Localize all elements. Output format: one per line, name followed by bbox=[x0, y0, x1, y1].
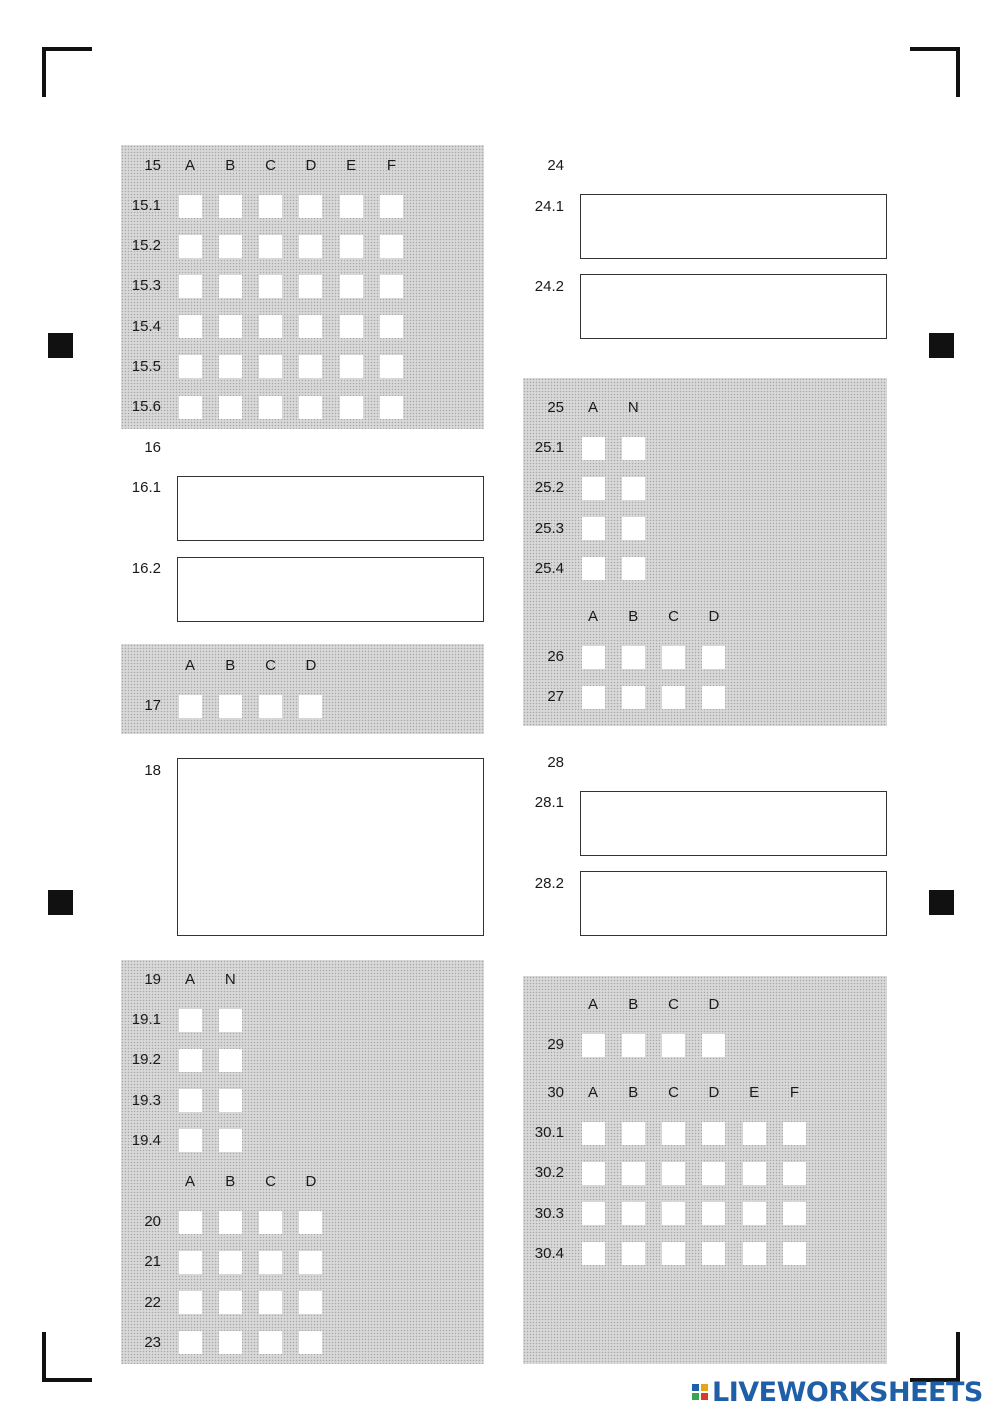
answer-cell-15-3-b[interactable] bbox=[219, 275, 242, 298]
answer-cell-25-4-n[interactable] bbox=[622, 557, 645, 580]
q15-row-label-15-3: 15.3 bbox=[131, 277, 161, 295]
answer-cell-19-4-n[interactable] bbox=[219, 1129, 242, 1152]
q30-option-c: C bbox=[668, 1084, 680, 1101]
q15-row-label-15-2: 15.2 bbox=[131, 237, 161, 255]
question-18-number: 18 bbox=[144, 762, 161, 779]
q17-option-d: D bbox=[305, 657, 317, 674]
q26-option-b: B bbox=[628, 608, 639, 625]
q17-row-label-17: 17 bbox=[144, 697, 161, 714]
q29-option-b: B bbox=[628, 996, 639, 1013]
answer-cell-22-c[interactable] bbox=[259, 1291, 282, 1314]
q25-row-label-25-2: 25.2 bbox=[534, 479, 564, 497]
answer-box-16-2[interactable] bbox=[177, 557, 484, 622]
answer-cell-30-3-e[interactable] bbox=[743, 1202, 766, 1225]
q17-option-a: A bbox=[184, 657, 195, 674]
q15-option-c: C bbox=[265, 157, 277, 174]
q19-option-n: N bbox=[224, 971, 236, 988]
q25-option-a: A bbox=[587, 399, 598, 416]
answer-cell-15-5-d[interactable] bbox=[299, 355, 322, 378]
q29-option-d: D bbox=[708, 996, 720, 1013]
answer-cell-15-1-e[interactable] bbox=[340, 195, 363, 218]
q30-option-d: D bbox=[708, 1084, 720, 1101]
answer-cell-21-b[interactable] bbox=[219, 1251, 242, 1274]
answer-cell-30-1-e[interactable] bbox=[743, 1122, 766, 1145]
q19-row-label-19-2: 19.2 bbox=[131, 1051, 161, 1069]
q30-row-label-30-4: 30.4 bbox=[534, 1244, 564, 1262]
answer-cell-26-c[interactable] bbox=[662, 646, 685, 669]
answer-cell-15-1-c[interactable] bbox=[259, 195, 282, 218]
question-19-number: 19 bbox=[144, 971, 161, 988]
answer-cell-17-a[interactable] bbox=[179, 695, 202, 718]
q15-row-label-15-1: 15.1 bbox=[131, 197, 161, 214]
answer-cell-30-2-b[interactable] bbox=[622, 1162, 645, 1185]
answer-cell-15-4-e[interactable] bbox=[340, 315, 363, 338]
answer-cell-15-1-b[interactable] bbox=[219, 195, 242, 218]
q25-row-label-25-4: 25.4 bbox=[534, 559, 564, 577]
question-24-2-label: 24.2 bbox=[534, 278, 564, 295]
brand-name: LIVEWORKSHEETS bbox=[712, 1376, 983, 1408]
answer-cell-30-3-a[interactable] bbox=[582, 1202, 605, 1225]
answer-cell-15-2-e[interactable] bbox=[340, 235, 363, 258]
answer-cell-30-1-f[interactable] bbox=[783, 1122, 806, 1145]
answer-cell-15-2-b[interactable] bbox=[219, 235, 242, 258]
answer-cell-26-b[interactable] bbox=[622, 646, 645, 669]
answer-cell-19-4-a[interactable] bbox=[179, 1129, 202, 1152]
side-marker-left-upper bbox=[48, 333, 73, 358]
question-30-number: 30 bbox=[547, 1084, 564, 1101]
answer-cell-15-5-c[interactable] bbox=[259, 355, 282, 378]
answer-cell-30-2-c[interactable] bbox=[662, 1162, 685, 1185]
q19-row-label-19-4: 19.4 bbox=[131, 1131, 161, 1149]
answer-cell-27-d[interactable] bbox=[702, 686, 725, 709]
answer-cell-29-b[interactable] bbox=[622, 1034, 645, 1057]
answer-cell-19-1-n[interactable] bbox=[219, 1009, 242, 1032]
answer-cell-15-6-f[interactable] bbox=[380, 396, 403, 419]
q30-option-f: F bbox=[789, 1084, 800, 1101]
answer-cell-30-3-d[interactable] bbox=[702, 1202, 725, 1225]
answer-cell-15-5-a[interactable] bbox=[179, 355, 202, 378]
q15-option-b: B bbox=[225, 157, 236, 174]
question-15-number: 15 bbox=[144, 157, 161, 174]
answer-cell-25-3-a[interactable] bbox=[582, 517, 605, 540]
q15-row-label-15-4: 15.4 bbox=[131, 317, 161, 335]
answer-cell-22-b[interactable] bbox=[219, 1291, 242, 1314]
answer-cell-15-5-b[interactable] bbox=[219, 355, 242, 378]
q19-row-label-19-1: 19.1 bbox=[131, 1011, 161, 1028]
answer-cell-15-4-d[interactable] bbox=[299, 315, 322, 338]
answer-cell-19-1-a[interactable] bbox=[179, 1009, 202, 1032]
answer-cell-23-b[interactable] bbox=[219, 1331, 242, 1354]
answer-cell-20-c[interactable] bbox=[259, 1211, 282, 1234]
corner-mark-bottom-left bbox=[42, 1332, 92, 1382]
answer-cell-30-2-e[interactable] bbox=[743, 1162, 766, 1185]
q25-row-label-25-3: 25.3 bbox=[534, 519, 564, 537]
q25-option-n: N bbox=[627, 399, 639, 416]
answer-cell-27-b[interactable] bbox=[622, 686, 645, 709]
answer-box-16-1[interactable] bbox=[177, 476, 484, 541]
answer-cell-23-a[interactable] bbox=[179, 1331, 202, 1354]
q26-option-a: A bbox=[587, 608, 598, 625]
answer-cell-25-2-a[interactable] bbox=[582, 477, 605, 500]
q20-row-label-23: 23 bbox=[144, 1333, 161, 1351]
answer-cell-30-4-a[interactable] bbox=[582, 1242, 605, 1265]
answer-cell-19-3-n[interactable] bbox=[219, 1089, 242, 1112]
answer-cell-30-4-f[interactable] bbox=[783, 1242, 806, 1265]
answer-cell-15-4-b[interactable] bbox=[219, 315, 242, 338]
q30-row-label-30-1: 30.1 bbox=[534, 1124, 564, 1141]
q15-option-a: A bbox=[184, 157, 195, 174]
answer-cell-15-5-f[interactable] bbox=[380, 355, 403, 378]
answer-cell-15-5-e[interactable] bbox=[340, 355, 363, 378]
question-24-1-label: 24.1 bbox=[534, 198, 564, 215]
liveworksheets-logo bbox=[692, 1376, 983, 1408]
answer-cell-15-4-f[interactable] bbox=[380, 315, 403, 338]
q17-option-b: B bbox=[225, 657, 236, 674]
answer-cell-19-3-a[interactable] bbox=[179, 1089, 202, 1112]
answer-cell-30-1-c[interactable] bbox=[662, 1122, 685, 1145]
q15-option-f: F bbox=[386, 157, 397, 174]
answer-cell-15-6-c[interactable] bbox=[259, 396, 282, 419]
answer-cell-15-3-e[interactable] bbox=[340, 275, 363, 298]
q26-option-c: C bbox=[668, 608, 680, 625]
q29-option-a: A bbox=[587, 996, 598, 1013]
question-24-number: 24 bbox=[547, 157, 564, 174]
answer-cell-30-4-c[interactable] bbox=[662, 1242, 685, 1265]
answer-cell-21-c[interactable] bbox=[259, 1251, 282, 1274]
answer-cell-30-3-c[interactable] bbox=[662, 1202, 685, 1225]
answer-cell-15-3-f[interactable] bbox=[380, 275, 403, 298]
answer-cell-15-6-a[interactable] bbox=[179, 396, 202, 419]
answer-box-28-1[interactable] bbox=[580, 791, 887, 856]
q19-row-label-19-3: 19.3 bbox=[131, 1091, 161, 1109]
answer-cell-25-3-n[interactable] bbox=[622, 517, 645, 540]
side-marker-right-upper bbox=[929, 333, 954, 358]
answer-cell-30-4-e[interactable] bbox=[743, 1242, 766, 1265]
answer-cell-30-2-a[interactable] bbox=[582, 1162, 605, 1185]
question-28-2-label: 28.2 bbox=[534, 875, 564, 892]
q15-row-label-15-6: 15.6 bbox=[131, 398, 161, 415]
answer-cell-15-1-f[interactable] bbox=[380, 195, 403, 218]
answer-cell-19-2-n[interactable] bbox=[219, 1049, 242, 1072]
answer-cell-25-1-a[interactable] bbox=[582, 437, 605, 460]
answer-cell-20-a[interactable] bbox=[179, 1211, 202, 1234]
q15-row-label-15-5: 15.5 bbox=[131, 357, 161, 375]
answer-cell-15-4-a[interactable] bbox=[179, 315, 202, 338]
answer-cell-25-2-n[interactable] bbox=[622, 477, 645, 500]
q30-option-e: E bbox=[749, 1084, 760, 1101]
q30-row-label-30-3: 30.3 bbox=[534, 1204, 564, 1222]
brand-logo-icon bbox=[692, 1384, 708, 1400]
q15-option-e: E bbox=[346, 157, 357, 174]
answer-box-24-2[interactable] bbox=[580, 274, 887, 339]
answer-cell-15-6-e[interactable] bbox=[340, 396, 363, 419]
question-28-1-label: 28.1 bbox=[534, 794, 564, 811]
answer-cell-20-b[interactable] bbox=[219, 1211, 242, 1234]
q20-row-label-21: 21 bbox=[144, 1253, 161, 1271]
q20-option-c: C bbox=[265, 1173, 277, 1190]
answer-cell-25-1-n[interactable] bbox=[622, 437, 645, 460]
answer-cell-19-2-a[interactable] bbox=[179, 1049, 202, 1072]
answer-cell-15-3-c[interactable] bbox=[259, 275, 282, 298]
question-28-number: 28 bbox=[547, 754, 564, 771]
answer-cell-15-1-d[interactable] bbox=[299, 195, 322, 218]
side-marker-right-lower bbox=[929, 890, 954, 915]
question-25-27-panel bbox=[523, 378, 887, 726]
answer-cell-17-d[interactable] bbox=[299, 695, 322, 718]
q26-row-label-26: 26 bbox=[547, 648, 564, 665]
question-25-number: 25 bbox=[547, 399, 564, 416]
answer-box-18[interactable] bbox=[177, 758, 484, 936]
q30-option-a: A bbox=[587, 1084, 598, 1101]
q26-row-label-27: 27 bbox=[547, 688, 564, 706]
q20-option-a: A bbox=[184, 1173, 195, 1190]
q30-option-b: B bbox=[628, 1084, 639, 1101]
question-16-2-label: 16.2 bbox=[131, 560, 161, 577]
corner-mark-bottom-right bbox=[910, 1332, 960, 1382]
answer-cell-23-d[interactable] bbox=[299, 1331, 322, 1354]
q30-row-label-30-2: 30.2 bbox=[534, 1164, 564, 1182]
answer-cell-21-a[interactable] bbox=[179, 1251, 202, 1274]
answer-cell-27-c[interactable] bbox=[662, 686, 685, 709]
answer-box-24-1[interactable] bbox=[580, 194, 887, 259]
answer-cell-26-d[interactable] bbox=[702, 646, 725, 669]
corner-mark-top-right bbox=[910, 47, 960, 97]
answer-cell-29-d[interactable] bbox=[702, 1034, 725, 1057]
question-16-1-label: 16.1 bbox=[131, 479, 161, 496]
q20-row-label-20: 20 bbox=[144, 1213, 161, 1230]
answer-cell-21-d[interactable] bbox=[299, 1251, 322, 1274]
q19-option-a: A bbox=[184, 971, 195, 988]
q26-option-d: D bbox=[708, 608, 720, 625]
answer-cell-29-a[interactable] bbox=[582, 1034, 605, 1057]
answer-cell-15-2-a[interactable] bbox=[179, 235, 202, 258]
answer-cell-22-a[interactable] bbox=[179, 1291, 202, 1314]
answer-cell-30-1-b[interactable] bbox=[622, 1122, 645, 1145]
answer-cell-30-1-d[interactable] bbox=[702, 1122, 725, 1145]
answer-cell-26-a[interactable] bbox=[582, 646, 605, 669]
q20-option-b: B bbox=[225, 1173, 236, 1190]
q29-row-label-29: 29 bbox=[547, 1036, 564, 1053]
corner-mark-top-left bbox=[42, 47, 92, 97]
side-marker-left-lower bbox=[48, 890, 73, 915]
answer-cell-29-c[interactable] bbox=[662, 1034, 685, 1057]
answer-cell-15-6-b[interactable] bbox=[219, 396, 242, 419]
answer-cell-15-3-a[interactable] bbox=[179, 275, 202, 298]
answer-cell-30-3-f[interactable] bbox=[783, 1202, 806, 1225]
answer-cell-30-1-a[interactable] bbox=[582, 1122, 605, 1145]
answer-cell-15-2-d[interactable] bbox=[299, 235, 322, 258]
answer-cell-17-c[interactable] bbox=[259, 695, 282, 718]
answer-cell-15-2-f[interactable] bbox=[380, 235, 403, 258]
answer-cell-15-3-d[interactable] bbox=[299, 275, 322, 298]
answer-cell-15-6-d[interactable] bbox=[299, 396, 322, 419]
q29-option-c: C bbox=[668, 996, 680, 1013]
answer-cell-30-4-d[interactable] bbox=[702, 1242, 725, 1265]
answer-cell-15-4-c[interactable] bbox=[259, 315, 282, 338]
answer-cell-15-1-a[interactable] bbox=[179, 195, 202, 218]
answer-cell-25-4-a[interactable] bbox=[582, 557, 605, 580]
answer-box-28-2[interactable] bbox=[580, 871, 887, 936]
q25-row-label-25-1: 25.1 bbox=[534, 439, 564, 456]
q20-option-d: D bbox=[305, 1173, 317, 1190]
q17-option-c: C bbox=[265, 657, 277, 674]
answer-cell-15-2-c[interactable] bbox=[259, 235, 282, 258]
question-16-number: 16 bbox=[144, 439, 161, 456]
answer-cell-30-4-b[interactable] bbox=[622, 1242, 645, 1265]
answer-cell-30-2-d[interactable] bbox=[702, 1162, 725, 1185]
answer-cell-30-3-b[interactable] bbox=[622, 1202, 645, 1225]
answer-cell-17-b[interactable] bbox=[219, 695, 242, 718]
answer-cell-20-d[interactable] bbox=[299, 1211, 322, 1234]
answer-cell-23-c[interactable] bbox=[259, 1331, 282, 1354]
answer-cell-27-a[interactable] bbox=[582, 686, 605, 709]
answer-cell-22-d[interactable] bbox=[299, 1291, 322, 1314]
q20-row-label-22: 22 bbox=[144, 1293, 161, 1311]
q15-option-d: D bbox=[305, 157, 317, 174]
answer-cell-30-2-f[interactable] bbox=[783, 1162, 806, 1185]
